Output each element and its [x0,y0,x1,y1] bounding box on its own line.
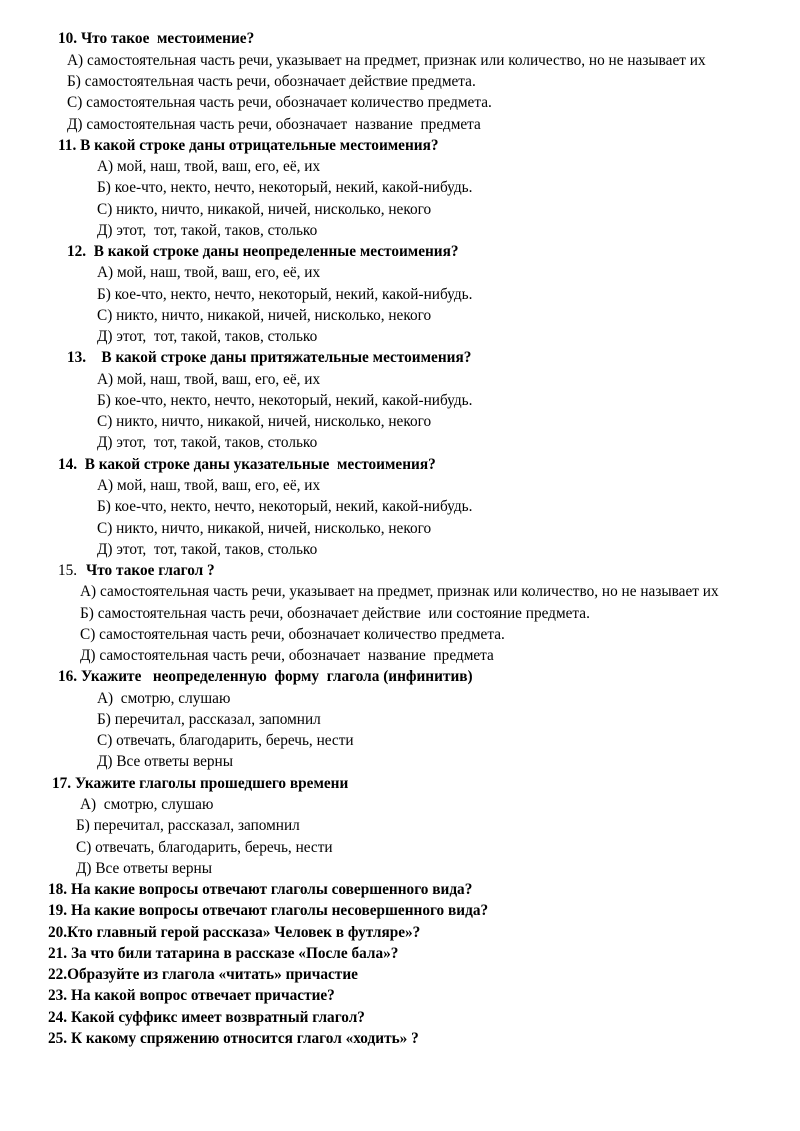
question-16-option-c: С) отвечать, благодарить, беречь, нести [97,732,354,749]
question-11-option-c: С) никто, ничто, никакой, ничей, нисколько, некого [97,201,432,218]
question-14-option-c: С) никто, ничто, никакой, ничей, нисколько, некого [97,520,432,537]
question-18: 18. На какие вопросы отвечают глаголы совершенного вида? [48,881,473,898]
question-25: 25. К какому спряжению относится глагол «ходить» ? [48,1030,419,1047]
question-17-option-d: Д) Все ответы верны [76,860,213,877]
question-10-title: 10. Что такое местоимение? [58,30,255,47]
question-17-title: 17. Укажите глаголы прошедшего времени [52,775,349,792]
question-21: 21. За что били татарина в рассказе «После бала»? [48,945,399,962]
question-12-option-d: Д) этот, тот, такой, таков, столько [97,328,318,345]
question-10-option-c: С) самостоятельная часть речи, обозначает количество предмета. [67,94,492,111]
question-13-option-a: А) мой, наш, твой, ваш, его, её, их [97,371,321,388]
question-13-option-d: Д) этот, тот, такой, таков, столько [97,434,318,451]
question-17-option-a: А) смотрю, слушаю [80,796,214,813]
question-10-option-b: Б) самостоятельная часть речи, обозначает действие предмета. [67,73,476,90]
question-22: 22.Образуйте из глагола «читать» причастие [48,966,358,983]
question-12-option-b: Б) кое-что, некто, нечто, некоторый, некий, какой-нибудь. [97,286,473,303]
question-13-title: 13. В какой строке даны притяжательные местоимения? [67,349,472,366]
question-16-option-d: Д) Все ответы верны [97,753,234,770]
question-14-title: 14. В какой строке даны указательные местоимения? [58,456,436,473]
question-20: 20.Кто главный герой рассказа» Человек в футляре»? [48,924,421,941]
question-10-option-d: Д) самостоятельная часть речи, обозначает название предмета [67,116,481,133]
question-19: 19. На какие вопросы отвечают глаголы несовершенного вида? [48,902,489,919]
question-11-option-b: Б) кое-что, некто, нечто, некоторый, некий, какой-нибудь. [97,179,473,196]
question-15-option-b: Б) самостоятельная часть речи, обозначает действие или состояние предмета. [80,605,590,622]
question-14-option-b: Б) кое-что, некто, нечто, некоторый, некий, какой-нибудь. [97,498,473,515]
question-12-title: 12. В какой строке даны неопределенные местоимения? [67,243,459,260]
question-12-option-a: А) мой, наш, твой, ваш, его, её, их [97,264,321,281]
question-15-number: 15. [58,562,78,579]
question-23: 23. На какой вопрос отвечает причастие? [48,987,335,1004]
question-16-title: 16. Укажите неопределенную форму глагола (инфинитив) [58,668,473,685]
question-11-title: 11. В какой строке даны отрицательные местоимения? [58,137,439,154]
question-15-option-c: С) самостоятельная часть речи, обозначает количество предмета. [80,626,505,643]
question-10-option-a: А) самостоятельная часть речи, указывает на предмет, признак или количество, но не называет их [67,52,706,69]
question-13-option-b: Б) кое-что, некто, нечто, некоторый, некий, какой-нибудь. [97,392,473,409]
question-17-option-c: С) отвечать, благодарить, беречь, нести [76,839,333,856]
question-14-option-a: А) мой, наш, твой, ваш, его, её, их [97,477,321,494]
question-17-option-b: Б) перечитал, рассказал, запомнил [76,817,300,834]
question-24: 24. Какой суффикс имеет возвратный глагол? [48,1009,365,1026]
question-12-option-c: С) никто, ничто, никакой, ничей, нисколько, некого [97,307,432,324]
question-13-option-c: С) никто, ничто, никакой, ничей, нисколько, некого [97,413,432,430]
question-16-option-a: А) смотрю, слушаю [97,690,231,707]
question-15-option-a: А) самостоятельная часть речи, указывает на предмет, признак или количество, но не называет их [80,583,719,600]
question-15-option-d: Д) самостоятельная часть речи, обозначает название предмета [80,647,494,664]
question-11-option-d: Д) этот, тот, такой, таков, столько [97,222,318,239]
question-11-option-a: А) мой, наш, твой, ваш, его, её, их [97,158,321,175]
question-16-option-b: Б) перечитал, рассказал, запомнил [97,711,321,728]
question-14-option-d: Д) этот, тот, такой, таков, столько [97,541,318,558]
question-15-title: Что такое глагол ? [86,562,215,579]
